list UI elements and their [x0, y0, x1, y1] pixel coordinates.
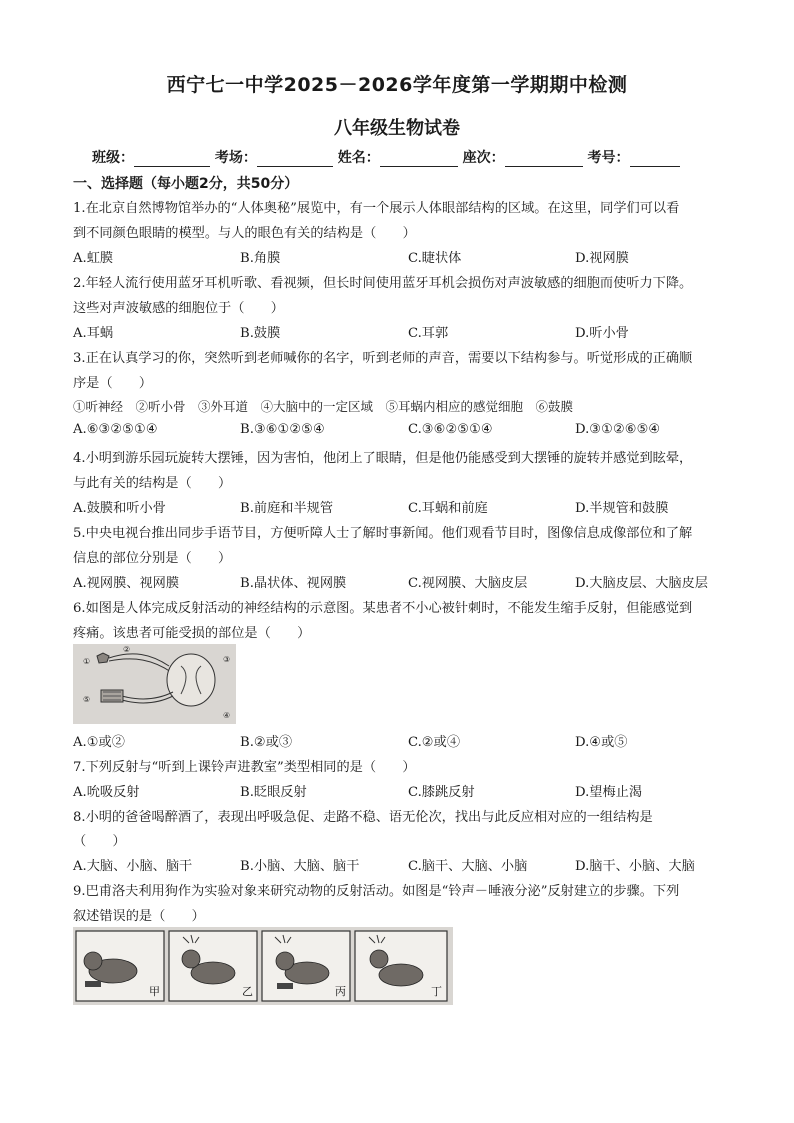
option-b[interactable]: B.②或③ — [240, 735, 293, 750]
question-8-text-line2: （ ） — [73, 834, 126, 849]
option-b[interactable]: B.角膜 — [240, 251, 281, 266]
figure-label-1: ① — [83, 657, 91, 666]
option-c[interactable]: C.膝跳反射 — [408, 785, 475, 800]
option-d[interactable]: D.望梅止渴 — [575, 785, 643, 800]
option-c[interactable]: C.②或④ — [408, 735, 461, 750]
option-a[interactable]: A.耳蜗 — [73, 326, 114, 341]
question-4-options — [73, 497, 733, 515]
option-d[interactable]: D.半规管和鼓膜 — [575, 501, 669, 516]
question-8-options — [73, 855, 733, 873]
option-c[interactable]: C.耳郭 — [408, 326, 449, 341]
option-c[interactable]: C.③⑥②⑤①④ — [408, 422, 493, 437]
receptor-shape — [97, 653, 109, 663]
question-3-items: ①听神经 ②听小骨 ③外耳道 ④大脑中的一定区域 ⑤耳蜗内相应的感觉细胞 ⑥鼓膜 — [73, 399, 574, 414]
panel-label-yi: 乙 — [242, 985, 253, 998]
option-c[interactable]: C.耳蜗和前庭 — [408, 501, 488, 516]
class-label: 班级： — [92, 150, 134, 166]
panel-label-bing: 丙 — [335, 985, 346, 998]
food-bowl-bing — [277, 983, 293, 989]
option-d[interactable]: D.大脑皮层、大脑皮层 — [575, 576, 708, 591]
panel-label-jia: 甲 — [149, 985, 160, 998]
question-8-text-line1: 8.小明的爸爸喝醉酒了，表现出呼吸急促、走路不稳、语无伦次，找出与此反应相对应的一组结构是 — [73, 810, 653, 825]
question-9-text-line2: 叙述错误的是（ ） — [73, 909, 205, 924]
option-c[interactable]: C.脑干、大脑、小脑 — [408, 859, 528, 874]
option-d[interactable]: D.听小骨 — [575, 326, 629, 341]
option-b[interactable]: B.小脑、大脑、脑干 — [240, 859, 360, 874]
question-7-text-line1: 7.下列反射与“听到上课铃声进教室”类型相同的是（ ） — [73, 760, 416, 775]
figure-label-4: ④ — [223, 711, 231, 720]
section-heading: 一、选择题（每小题2分，共50分） — [73, 176, 299, 192]
class-blank[interactable] — [134, 152, 210, 167]
exam-subtitle: 八年级生物试卷 — [334, 118, 460, 139]
pavlov-experiment-figure — [73, 927, 453, 1005]
option-d[interactable]: D.脑干、小脑、大脑 — [575, 859, 695, 874]
question-3-text-line2: 序是（ ） — [73, 376, 153, 391]
exam-room-blank[interactable] — [257, 152, 333, 167]
question-7-options — [73, 781, 733, 799]
option-a[interactable]: A.鼓膜和听小骨 — [73, 501, 166, 516]
question-5-options — [73, 572, 733, 590]
question-3-text-line1: 3.正在认真学习的你，突然听到老师喊你的名字，听到老师的声音，需要以下结构参与。听觉形成的正确顺 — [73, 351, 693, 366]
question-5-text-line1: 5.中央电视台推出同步手语节目，方便听障人士了解时事新闻。他们观看节目时，图像信息成像部位和了解 — [73, 526, 693, 541]
question-5-text-line2: 信息的部位分别是（ ） — [73, 551, 232, 566]
exam-title: 西宁七一中学2025－2026学年度第一学期期中检测 — [166, 74, 628, 96]
seat-blank[interactable] — [505, 152, 583, 167]
question-2-options — [73, 322, 733, 340]
question-2-text-line2: 这些对声波敏感的细胞位于（ ） — [73, 301, 284, 316]
panel-label-ding: 丁 — [431, 985, 442, 998]
option-a[interactable]: A.大脑、小脑、脑干 — [73, 859, 193, 874]
option-a[interactable]: A.吮吸反射 — [73, 785, 140, 800]
question-4-text-line1: 4.小明到游乐园玩旋转大摆锤，因为害怕，他闭上了眼睛，但是他仍能感受到大摆锤的旋转并感觉到眩晕， — [73, 451, 693, 466]
reflex-arc-diagram — [73, 644, 236, 724]
question-6-text-line2: 疼痛。该患者可能受损的部位是（ ） — [73, 626, 311, 641]
option-d[interactable]: D.③①②⑥⑤④ — [575, 422, 661, 437]
option-b[interactable]: B.前庭和半规管 — [240, 501, 334, 516]
question-4-text-line2: 与此有关的结构是（ ） — [73, 476, 232, 491]
question-3-options — [73, 422, 733, 440]
option-b[interactable]: B.晶状体、视网膜 — [240, 576, 347, 591]
option-c[interactable]: C.视网膜、大脑皮层 — [408, 576, 528, 591]
option-b[interactable]: B.鼓膜 — [240, 326, 281, 341]
option-d[interactable]: D.④或⑤ — [575, 735, 628, 750]
figure-label-2: ② — [123, 645, 131, 654]
option-b[interactable]: B.眨眼反射 — [240, 785, 307, 800]
figure-label-5: ⑤ — [83, 695, 91, 704]
question-2-text-line1: 2.年轻人流行使用蓝牙耳机听歌、看视频，但长时间使用蓝牙耳机会损伤对声波敏感的细胞而使听力下降。 — [73, 276, 693, 291]
option-a[interactable]: A.①或② — [73, 735, 125, 750]
option-d[interactable]: D.视网膜 — [575, 251, 629, 266]
exam-number-blank[interactable] — [630, 152, 680, 167]
question-6-options — [73, 731, 733, 749]
option-b[interactable]: B.③⑥①②⑤④ — [240, 422, 325, 437]
question-6-text-line1: 6.如图是人体完成反射活动的神经结构的示意图。某患者不小心被针刺时，不能发生缩手反射，但能感觉到 — [73, 601, 693, 616]
question-9-text-line1: 9.巴甫洛夫利用狗作为实验对象来研究动物的反射活动。如图是“铃声－唾液分泌”反射建立的步骤。下列 — [73, 884, 680, 899]
option-a[interactable]: A.⑥③②⑤①④ — [73, 422, 158, 437]
option-c[interactable]: C.睫状体 — [408, 251, 462, 266]
option-a[interactable]: A.视网膜、视网膜 — [73, 576, 180, 591]
figure-label-3: ③ — [223, 655, 231, 664]
pavlov-panels — [73, 927, 453, 1005]
reflex-arc-figure — [73, 644, 236, 724]
seat-label: 座次： — [462, 150, 505, 166]
exam-room-label: 考场： — [214, 150, 257, 166]
dog-ding-shape — [379, 964, 423, 986]
question-1-text-line2: 到不同颜色眼睛的模型。与人的眼色有关的结构是（ ） — [73, 226, 416, 241]
exam-number-label: 考号： — [587, 150, 630, 166]
name-label: 姓名： — [337, 150, 380, 166]
student-info-row — [92, 147, 680, 167]
food-bowl-jia — [85, 981, 101, 987]
name-blank[interactable] — [380, 152, 458, 167]
question-1-text-line1: 1.在北京自然博物馆举办的“人体奥秘”展览中，有一个展示人体眼部结构的区域。在这里，同学们可以看 — [73, 201, 680, 216]
question-1-options — [73, 247, 733, 265]
option-a[interactable]: A.虹膜 — [73, 251, 114, 266]
